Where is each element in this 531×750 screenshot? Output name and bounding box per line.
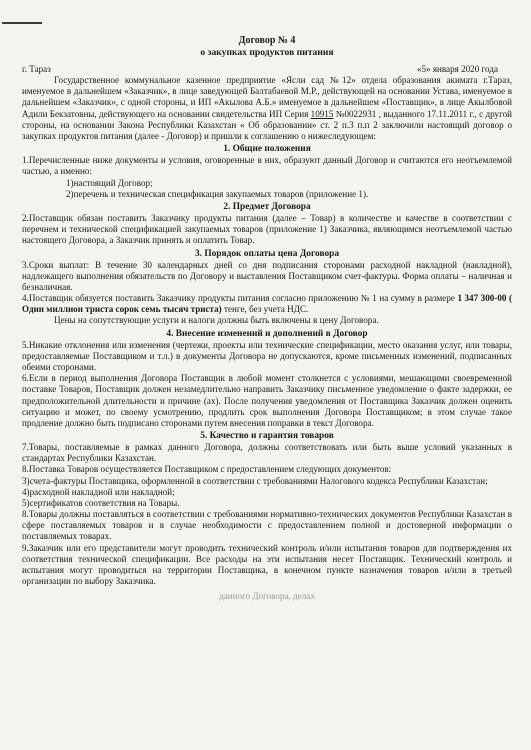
prices-note: Цены на сопутствующие услуги и налоги должны быть включены в цену Договора.	[54, 315, 379, 326]
certificate-series: 10915	[310, 108, 334, 119]
clause-4-tail: тенге, без учета НДС.	[224, 304, 309, 315]
list-item-4: 4)расходной накладной или накладной;	[22, 486, 175, 497]
preamble-text-1: Государственное коммунальное казенное предприятие «Ясли сад №12» отдела образования акимата г.Тараз, именуемое в дальнейшем «Заказчик», в лице заведующей Балтабаевой М.Р., действующей на основании Устава, именуемое в дальнейшем «Заказчик», с одной стороны, и ИП «Акылова А.Б.» именуемое в дальнейшем «Поставщик», в лице Акылбовой Адили Бекзатовны, действующего на основании свидетельства ИП Серия	[22, 75, 512, 119]
city: г. Тараз	[22, 64, 51, 74]
preamble-text-2: №0022931 , выданного 17.11.2011 г., с другой стороны, на основании Закона Республики Казахстан « Об образовании» ст. 2 п.3 п.п 2 заключили настоящий договор о закупках продуктов питания (далее - Договор) и пришли к соглашению о нижеследующем:	[22, 108, 512, 141]
clause-9: 9.Заказчик или его представители могут проводить технический контроль и/или испытания товаров для подтверждения их соответствия технической спецификации. Все расходы на эти испытания несет Поставщик. Технический контроль и испытания могут проводиться на территории Поставщика, в конечном пункте назначения товаров и/или в третьей организации по выбору Заказчика.	[22, 542, 512, 587]
contract-date: «5» января 2020 года	[416, 64, 498, 74]
clause-1: 1.Перечисленные ниже документы и условия, оговоренные в них, образуют данный Договор и считаются его неотъемлемой частью, а именно:	[22, 155, 512, 177]
section-3-heading: 3. Порядок оплаты цена Договора	[194, 248, 340, 259]
clause-6: 6.Если в период выполнения Договора Поставщик в любой момент столкнется с условиями, мешающими своевременной поставке Товаров, Поставщик должен незамедлительно направить Заказчику письменное уведомление о факте задержки, ее предположительной длительности и причине (ах). После получения уведомления от Поставщика Заказчик должен оценить ситуацию и может, по своему усмотрению, продлить срок выполнения Договора Поставщиком; в этом случае такое продление должно быть подписано сторонами путем внесения поправки в текст Договора.	[22, 373, 512, 428]
clause-4-text: 4.Поставщик обязуется поставить Заказчику продукты питания согласно приложению № 1 на сумму в размере	[22, 293, 455, 304]
clause-8b: 8.Товары должны поставляться в соответствии с требованиями нормативно-технических документов Республики Казахстан в сфере поставляемых товаров и в случае необходимости с предоставлением полной и достоверной информации о поставляемых товарах.	[22, 509, 512, 542]
document-title: Договор № 4	[238, 35, 296, 46]
document-subtitle: о закупках продуктов питания	[200, 47, 334, 58]
section-5-heading: 5. Качество и гарантия товаров	[200, 431, 334, 441]
list-item-5: 5)сертификатов соответствия на Товары.	[22, 497, 180, 508]
clause-8: 8.Поставка Товаров осуществляется Поставщиком с предоставлением следующих документов:	[22, 464, 392, 475]
preamble	[22, 75, 512, 142]
clause-2: 2.Поставщик обязан поставить Заказчику продукты питания (далее – Товар) в количестве и качестве в соответствии с перечнем и технической спецификацией закупаемых товаров (приложение 1) Заказчика, являющимся неотъемлемой частью настоящего Договора, а Заказчик принять и оплатить Товар.	[22, 213, 512, 246]
faded-footer-text: данного Договора, делах	[219, 591, 315, 602]
clause-5: 5.Никакие отклонения или изменения (чертежи, проекты или технические спецификации, место оказания услуг, или товары, предоставляемые Поставщиком и т.л.) в документы Договора не допускаются, кроме письменных изменений, подписанных обеими сторонами.	[22, 339, 512, 373]
section-1-heading: 1. Общие положения	[223, 144, 311, 155]
list-item-1: 1)настоящий Договор;	[66, 177, 153, 188]
section-2-heading: 2. Предмет Договора	[223, 201, 311, 212]
clause-7: 7.Товары, поставляемые в рамках данного Договора, должны соответствовать или быть выше условий указанных в стандартах Республики Казахстан.	[22, 442, 512, 464]
city-date-line	[22, 64, 512, 75]
section-4-heading: 4. Внесение изменений и дополнений в Договор	[166, 328, 368, 339]
list-item-3: 3)счета-фактуры Поставщика, оформленной в соответствии с требованиями Налогового кодекса Республики Казахстан;	[22, 475, 488, 486]
contract-amount: 1 347 300-00 ( Один миллион триста сорок семь тысяч триста)	[22, 293, 512, 315]
document-body	[22, 10, 512, 602]
clause-4	[22, 293, 512, 315]
clause-3: 3.Сроки выплат: В течение 30 календарных дней со дня подписания сторонами расходной накладной (накладной), надлежащего выполнения обязательств по Договору и выставления Поставщиком счет-фактуры. Форма оплаты – наличная и безналичная.	[22, 259, 512, 292]
list-item-2: 2)перечень и техническая спецификация закупаемых товаров (приложение 1).	[66, 188, 369, 199]
